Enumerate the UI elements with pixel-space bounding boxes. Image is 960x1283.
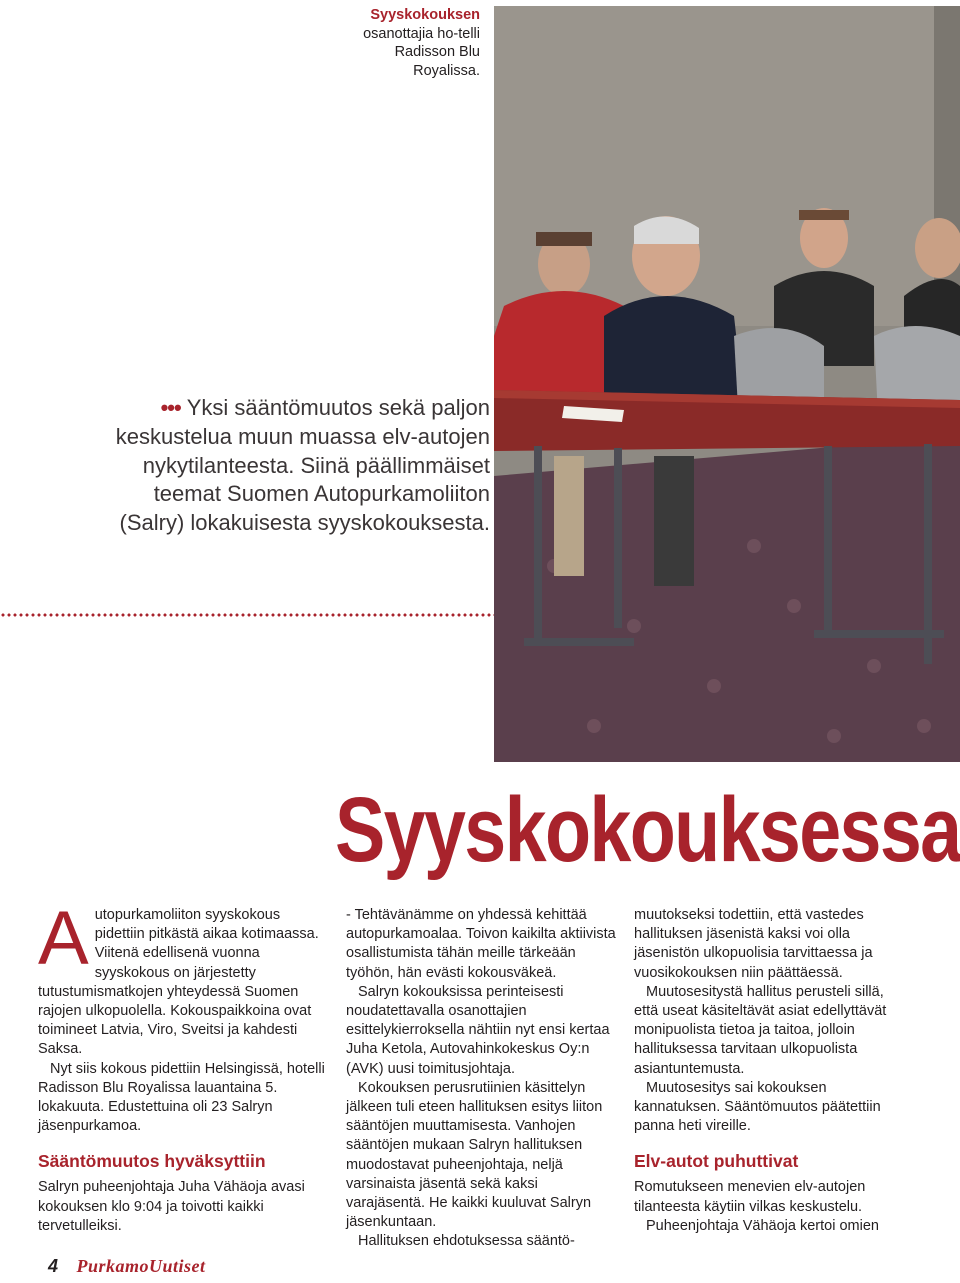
caption-lead: Syyskokouksen [370,7,480,23]
col1-paragraph-2: Nyt siis kokous pidettiin Helsingissä, hotelli Radisson Blu Royalissa lauantaina 5. lokakuuta. Edustettuina oli 23 Salryn jäsenpurkamoa. [38,1060,325,1135]
column-3 [634,906,906,1236]
magazine-logo: PurkamoUutiset [76,1256,206,1276]
col1-paragraph-3: Salryn puheenjohtaja Juha Vähäoja avasi kokouksen klo 9:04 ja toivotti kaikki tervetulleiksi. [38,1179,305,1234]
photo-caption [360,6,480,80]
col3-paragraph-2: Muutosesitystä hallitus perusteli sillä, että useat käsiteltävät asiat edellyttävät monipuolista tietoa ja taitoa, jolloin hallituksessa tarvitaan ulkopuolista asiantuntemusta. [634,983,887,1077]
page-number: 4 [48,1256,59,1276]
headline: Syyskokouksessa [335,779,960,881]
col1-paragraph-1 [38,896,330,1060]
col3-paragraph-3: Muutosesitys sai kokouksen kannatuksen. Sääntömuutos päätettiin panna heti vireille. [634,1079,881,1135]
dotted-divider [0,612,494,618]
subheading-2: Elv-autot puhuttivat [634,1151,799,1172]
meeting-photo [494,6,960,762]
col2-paragraph-3: Kokouksen perusrutiinien käsittelyn jälkeen tuli eteen hallituksen esitys liiton sääntöjen muuttamisesta. Vanhojen sääntöjen mukaan Salryn hallituksen muodostavat puheenjohtaja, neljä varsinaista jäsentä sekä kaksi varajäsentä. He kaikki kuuluvat Salryn jäsenkuntaan. [346,1079,603,1231]
caption-text: osanottajia ho-telli Radisson Blu Royalissa. [363,25,480,79]
column-1 [38,896,330,1236]
col2-paragraph-4: Hallituksen ehdotuksessa sääntö- [358,1233,575,1250]
column-2 [346,906,618,1252]
subheading-1: Sääntömuutos hyväksyttiin [38,1151,266,1172]
col1-p1-text: utopurkamoliiton syyskokous pidettiin pitkästä aikaa kotimaassa. Viitenä edellisenä vuonna syyskokous on järjestetty tutustumismatkojen yhteydessä Suomen rajojen ulkopuolella. Kokouspaikkoina ovat toimineet Latvia, Viro, Sveitsi ja kahdesti Saksa. [38,907,319,1058]
intro-text [104,394,490,538]
drop-cap: A [38,896,89,981]
intro-body: Yksi sääntömuutos sekä paljon keskustelua muun muassa elv-autojen nykytilanteesta. Siinä päällimmäiset teemat Suomen Autopurkamoliiton (Salry) lokakuisesta syyskokouksesta. [115,395,490,536]
bullets-icon: ••• [160,395,181,420]
col2-paragraph-2: Salryn kokouksissa perinteisesti noudatettavalla osanottajien esittelykierroksella nähtiin nyt ensi kertaa Juha Ketola, Autovahinkokeskus Oy:n (AVK) uusi toimitusjohtaja. [346,983,610,1077]
col2-paragraph-1: - Tehtävänämme on yhdessä kehittää autopurkamoalaa. Toivon kaikilta aktiivista osallistumista tähän meille tärkeään työhön, hän evästi kokousväkeä. [346,907,616,981]
page-footer [48,1256,206,1280]
col3-paragraph-4: Romutukseen menevien elv-autojen tilanteesta käytiin vilkas keskustelu. [634,1179,866,1215]
col3-paragraph-1: muutokseksi todettiin, että vastedes hallituksen jäsenistä kaksi voi olla jäsenistön ulkopuolisia tarvittaessa ja vuosikokouksen niin päättäessä. [634,907,873,981]
col3-paragraph-5: Puheenjohtaja Vähäoja kertoi omien [646,1217,879,1234]
